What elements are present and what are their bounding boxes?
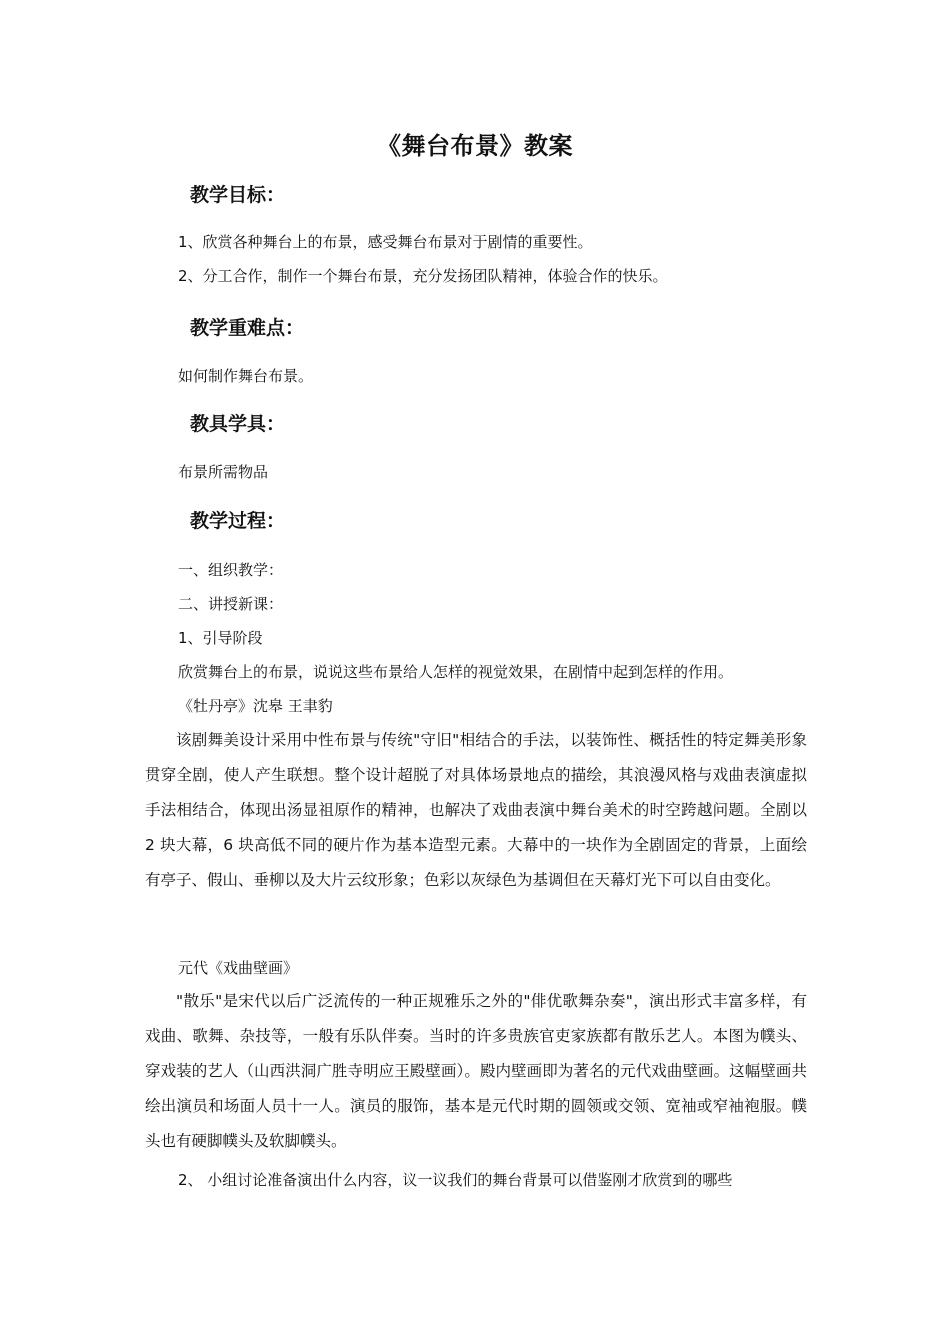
materials-text: 布景所需物品 bbox=[178, 463, 269, 481]
heading-objectives: 教学目标： bbox=[190, 184, 286, 206]
heading-materials: 教具学具： bbox=[190, 413, 286, 435]
process-intro: 欣赏舞台上的布景，说说这些布景给人怎样的视觉效果，在剧情中起到怎样的作用。 bbox=[178, 663, 734, 681]
work-1-title: 《牡丹亭》沈皋 王聿豹 bbox=[178, 697, 333, 715]
work-2-description: "散乐"是宋代以后广泛流传的一种正规雅乐之外的"俳优歌舞杂奏"，演出形式丰富多样，有戏曲、歌舞、杂技等，一般有乐队伴奏。当时的许多贵族官吏家族都有散乐艺人。本图为幞头、穿戏装的艺人（山西洪洞广胜寺明应王殿壁画）。殿内壁画即为著名的元代戏曲壁画。这幅壁画共绘出演员和场面人员十一人。演员的服饰，基本是元代时期的圆领或交领、宽袖或窄袖袍服。幞头也有硬脚幞头及软脚幞头。 bbox=[145, 992, 807, 1150]
process-stage-2: 2、 小组讨论准备演出什么内容，议一议我们的舞台背景可以借鉴刚才欣赏到的哪些 bbox=[178, 1171, 733, 1189]
objective-item-2: 2、分工合作，制作一个舞台布景，充分发扬团队精神，体验合作的快乐。 bbox=[178, 267, 668, 285]
process-step-2: 二、讲授新课： bbox=[178, 595, 284, 613]
process-stage-1: 1、引导阶段 bbox=[178, 629, 263, 647]
objective-item-1: 1、欣赏各种舞台上的布景，感受舞台布景对于剧情的重要性。 bbox=[178, 233, 593, 251]
work-1-description: 该剧舞美设计采用中性布景与传统"守旧"相结合的手法，以装饰性、概括性的特定舞美形象贯穿全剧，使人产生联想。整个设计超脱了对具体场景地点的描绘，其浪漫风格与戏曲表演虚拟手法相结合，体现出汤显祖原作的精神，也解决了戏曲表演中舞台美术的时空跨越问题。全剧以 2 块大幕，6 块高低不同的硬片作为基本造型元素。大幕中的一块作为全剧固定的背景，上面绘有亭子、假山、垂柳以及大片云纹形象；色彩以灰绿色为基调但在天幕灯光下可以自由变化。 bbox=[145, 731, 807, 889]
work-2-title: 元代《戏曲壁画》 bbox=[178, 959, 299, 977]
document-title: 《舞台布景》教案 bbox=[377, 132, 573, 160]
key-points-text: 如何制作舞台布景。 bbox=[178, 367, 314, 385]
heading-process: 教学过程： bbox=[190, 510, 286, 532]
heading-key-points: 教学重难点： bbox=[190, 317, 305, 339]
process-step-1: 一、组织教学： bbox=[178, 561, 284, 579]
